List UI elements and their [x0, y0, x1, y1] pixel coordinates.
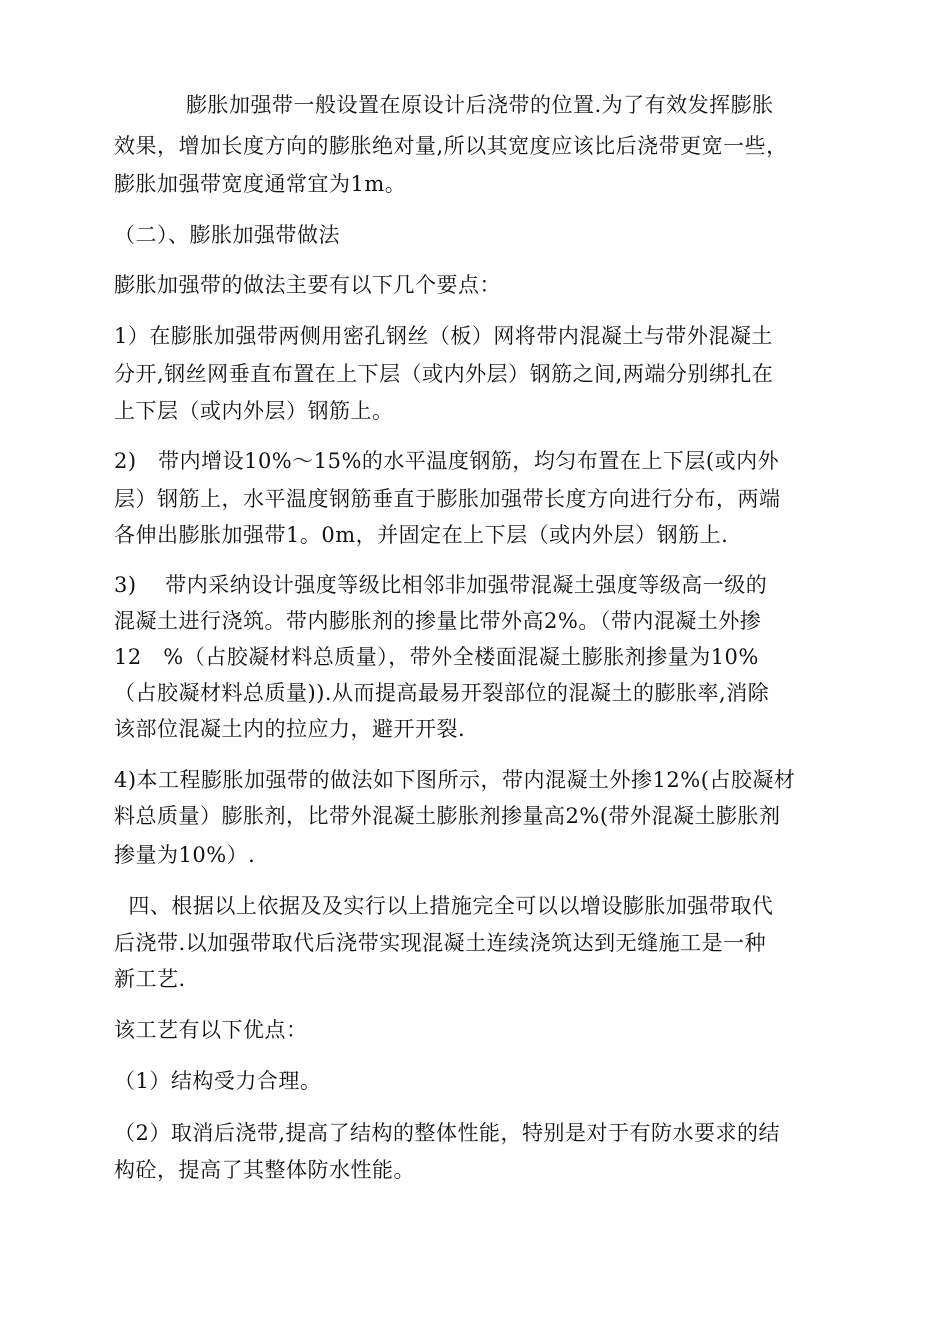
- section-four-line-2: 后浇带.以加强带取代后浇带实现混凝土连续浇筑达到无缝施工是一种: [114, 931, 767, 955]
- point-3-line-1: 3) 带内采纳设计强度等级比相邻非加强带混凝土强度等级高一级的: [114, 573, 768, 597]
- point-1-line-3: 上下层（或内外层）钢筋上。: [114, 399, 394, 423]
- paragraph-1-line-1: 膨胀加强带一般设置在原设计后浇带的位置.为了有效发挥膨胀: [186, 93, 774, 117]
- advantage-2-line-1: （2）取消后浇带,提高了结构的整体性能，特别是对于有防水要求的结: [114, 1121, 781, 1145]
- paragraph-3-line-1: 膨胀加强带的做法主要有以下几个要点：: [114, 273, 501, 297]
- advantages-intro: 该工艺有以下优点：: [114, 1018, 308, 1042]
- paragraph-1-line-3: 膨胀加强带宽度通常宜为1m。: [114, 172, 407, 196]
- point-4-line-1: 4)本工程膨胀加强带的做法如下图所示，带内混凝土外掺12%(占胶凝材: [114, 768, 796, 792]
- section-four-line-3: 新工艺.: [114, 967, 186, 991]
- point-3-line-2: 混凝土进行浇筑。带内膨胀剂的掺量比带外高2%。（带内混凝土外掺: [114, 609, 762, 633]
- point-4-line-2: 料总质量）膨胀剂，比带外混凝土膨胀剂掺量高2%(带外混凝土膨胀剂: [114, 804, 781, 828]
- paragraph-1-line-2: 效果，增加长度方向的膨胀绝对量,所以其宽度应该比后浇带更宽一些，: [114, 134, 788, 158]
- point-3-line-3: 12 %（占胶凝材料总质量），带外全楼面混凝土膨胀剂掺量为10%: [114, 645, 759, 669]
- section-heading: （二）、膨胀加强带做法: [114, 223, 340, 247]
- point-2-line-3: 各伸出膨胀加强带1。0m，并固定在上下层（或内外层）钢筋上.: [114, 523, 729, 547]
- point-3-line-4: （占胶凝材料总质量)).从而提高最易开裂部位的混凝土的膨胀率,消除: [114, 681, 770, 705]
- point-1-line-2: 分开,钢丝网垂直布置在上下层（或内外层）钢筋之间,两端分别绑扎在: [114, 362, 774, 386]
- advantage-1: （1）结构受力合理。: [114, 1069, 322, 1093]
- point-4-line-3: 掺量为10%）.: [114, 843, 256, 867]
- point-2-line-1: 2) 带内增设10%～15%的水平温度钢筋，均匀布置在上下层(或内外: [114, 449, 780, 473]
- point-3-line-5: 该部位混凝土内的拉应力，避开开裂.: [114, 717, 466, 741]
- advantage-2-line-2: 构砼，提高了其整体防水性能。: [114, 1158, 415, 1182]
- point-2-line-2: 层）钢筋上，水平温度钢筋垂直于膨胀加强带长度方向进行分布，两端: [114, 487, 781, 511]
- section-four-line-1: 四、根据以上依据及及实行以上措施完全可以以增设膨胀加强带取代: [114, 894, 774, 918]
- point-1-line-1: 1）在膨胀加强带两侧用密孔钢丝（板）网将带内混凝土与带外混凝土: [114, 324, 773, 348]
